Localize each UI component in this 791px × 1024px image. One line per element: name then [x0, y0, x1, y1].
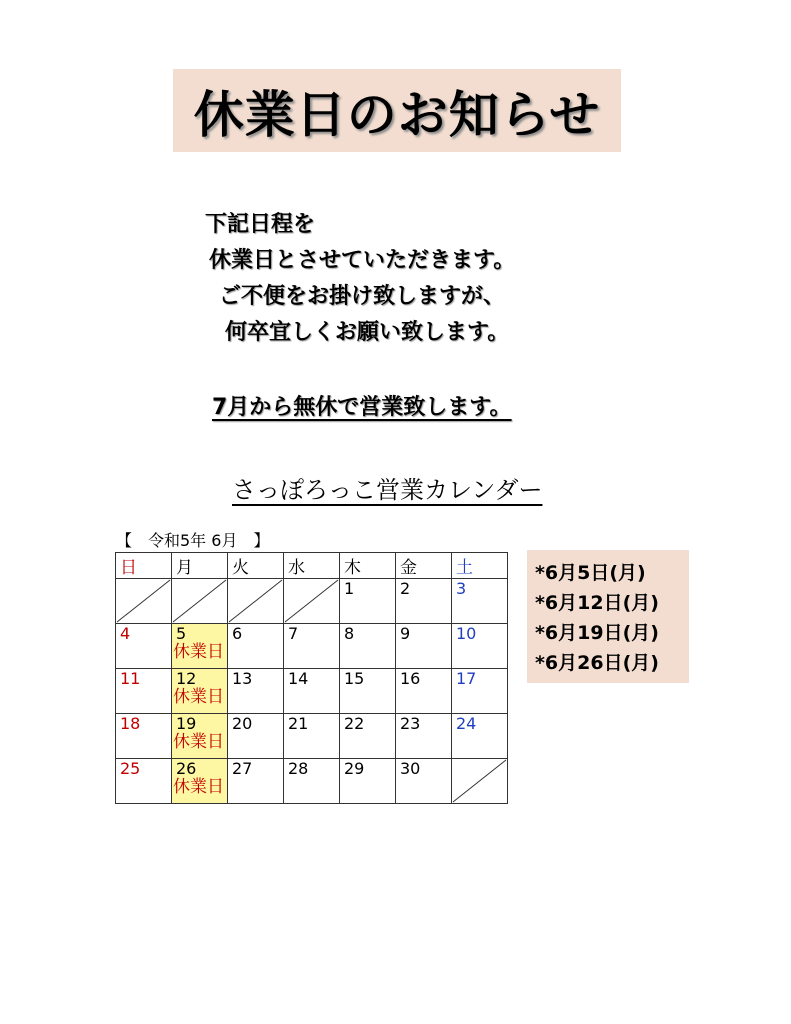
- weekday-sun: 日: [116, 553, 172, 579]
- day-number: 1: [344, 579, 355, 598]
- calendar-period: 【 令和5年 6月 】: [116, 531, 270, 550]
- day-number: 4: [120, 624, 131, 643]
- calendar-week-row: [116, 759, 508, 804]
- calendar-table: [115, 552, 508, 804]
- calendar-day-cell: [172, 714, 228, 759]
- calendar-day-cell: [116, 714, 172, 759]
- holiday-list: [527, 550, 689, 683]
- notice-line: 下記日程を: [205, 212, 316, 237]
- day-number: 12: [176, 669, 197, 688]
- calendar-day-cell: [340, 669, 396, 714]
- empty-cell-slash: [284, 579, 339, 623]
- calendar-day-cell: [284, 624, 340, 669]
- calendar-day-cell: [228, 714, 284, 759]
- calendar-day-cell: [172, 669, 228, 714]
- empty-cell-slash: [116, 579, 171, 623]
- day-number: 16: [400, 669, 421, 688]
- calendar-week-row: [116, 714, 508, 759]
- calendar-week-row: [116, 669, 508, 714]
- holiday-label: 休業日: [173, 642, 224, 662]
- notice-line: ご不便をお掛け致しますが、: [219, 284, 506, 309]
- notice-text: [205, 207, 515, 351]
- weekday-wed: 水: [284, 553, 340, 579]
- calendar-day-cell: [396, 669, 452, 714]
- day-number: 26: [176, 759, 197, 778]
- calendar-day-cell: [228, 624, 284, 669]
- calendar-empty-cell: [172, 579, 228, 624]
- weekday-thu: 木: [340, 553, 396, 579]
- calendar-day-cell: [340, 714, 396, 759]
- holiday-label: 休業日: [173, 777, 224, 797]
- day-number: 30: [400, 759, 421, 778]
- day-number: 6: [232, 624, 243, 643]
- calendar-day-cell: [284, 714, 340, 759]
- calendar-day-cell: [340, 759, 396, 804]
- calendar-day-cell: [116, 624, 172, 669]
- notice-line: 何卒宜しくお願い致します。: [225, 320, 510, 345]
- calendar-day-cell: [172, 624, 228, 669]
- day-number: 15: [344, 669, 365, 688]
- weekday-mon: 月: [172, 553, 228, 579]
- calendar-day-cell: [452, 579, 508, 624]
- day-number: 8: [344, 624, 355, 643]
- day-number: 27: [232, 759, 253, 778]
- day-number: 23: [400, 714, 421, 733]
- holiday-label: 休業日: [173, 732, 224, 752]
- day-number: 2: [400, 579, 411, 598]
- holiday-list-item: *6月26日(月): [535, 652, 659, 674]
- calendar-day-cell: [340, 579, 396, 624]
- holiday-list-item: *6月19日(月): [535, 622, 659, 644]
- open-notice: 7月から無休で営業致します。: [212, 395, 512, 420]
- day-number: 25: [120, 759, 141, 778]
- calendar-day-cell: [116, 759, 172, 804]
- day-number: 5: [176, 624, 187, 643]
- calendar-empty-cell: [452, 759, 508, 804]
- day-number: 9: [400, 624, 411, 643]
- calendar-day-cell: [228, 759, 284, 804]
- day-number: 19: [176, 714, 197, 733]
- title-box: [173, 69, 621, 152]
- calendar-week-row: [116, 579, 508, 624]
- day-number: 13: [232, 669, 253, 688]
- calendar-day-cell: [396, 759, 452, 804]
- holiday-list-item: *6月12日(月): [535, 592, 659, 614]
- weekday-sat: 土: [452, 553, 508, 579]
- empty-cell-slash: [228, 579, 283, 623]
- calendar-day-cell: [284, 759, 340, 804]
- day-number: 11: [120, 669, 141, 688]
- day-number: 18: [120, 714, 141, 733]
- weekday-tue: 火: [228, 553, 284, 579]
- calendar-day-cell: [452, 714, 508, 759]
- day-number: 20: [232, 714, 253, 733]
- holiday-label: 休業日: [173, 687, 224, 707]
- calendar-empty-cell: [228, 579, 284, 624]
- calendar-day-cell: [396, 714, 452, 759]
- day-number: 24: [456, 714, 477, 733]
- page-title: 休業日のお知らせ: [193, 85, 601, 144]
- calendar-empty-cell: [284, 579, 340, 624]
- empty-cell-slash: [452, 759, 507, 803]
- calendar-day-cell: [396, 579, 452, 624]
- calendar-day-cell: [284, 669, 340, 714]
- calendar-day-cell: [172, 759, 228, 804]
- day-number: 21: [288, 714, 309, 733]
- calendar-empty-cell: [116, 579, 172, 624]
- day-number: 17: [456, 669, 477, 688]
- calendar-day-cell: [228, 669, 284, 714]
- empty-cell-slash: [172, 579, 227, 623]
- day-number: 10: [456, 624, 477, 643]
- calendar-header-row: [116, 553, 508, 579]
- day-number: 22: [344, 714, 365, 733]
- calendar-week-row: [116, 624, 508, 669]
- holiday-list-item: *6月5日(月): [535, 562, 646, 584]
- notice-line: 休業日とさせていただきます。: [209, 248, 516, 273]
- day-number: 29: [344, 759, 365, 778]
- calendar-title: さっぽろっこ営業カレンダー: [232, 476, 543, 504]
- calendar-day-cell: [452, 669, 508, 714]
- calendar-day-cell: [452, 624, 508, 669]
- day-number: 14: [288, 669, 309, 688]
- day-number: 7: [288, 624, 299, 643]
- day-number: 3: [456, 579, 467, 598]
- calendar-day-cell: [116, 669, 172, 714]
- day-number: 28: [288, 759, 309, 778]
- calendar-day-cell: [340, 624, 396, 669]
- weekday-fri: 金: [396, 553, 452, 579]
- calendar-day-cell: [396, 624, 452, 669]
